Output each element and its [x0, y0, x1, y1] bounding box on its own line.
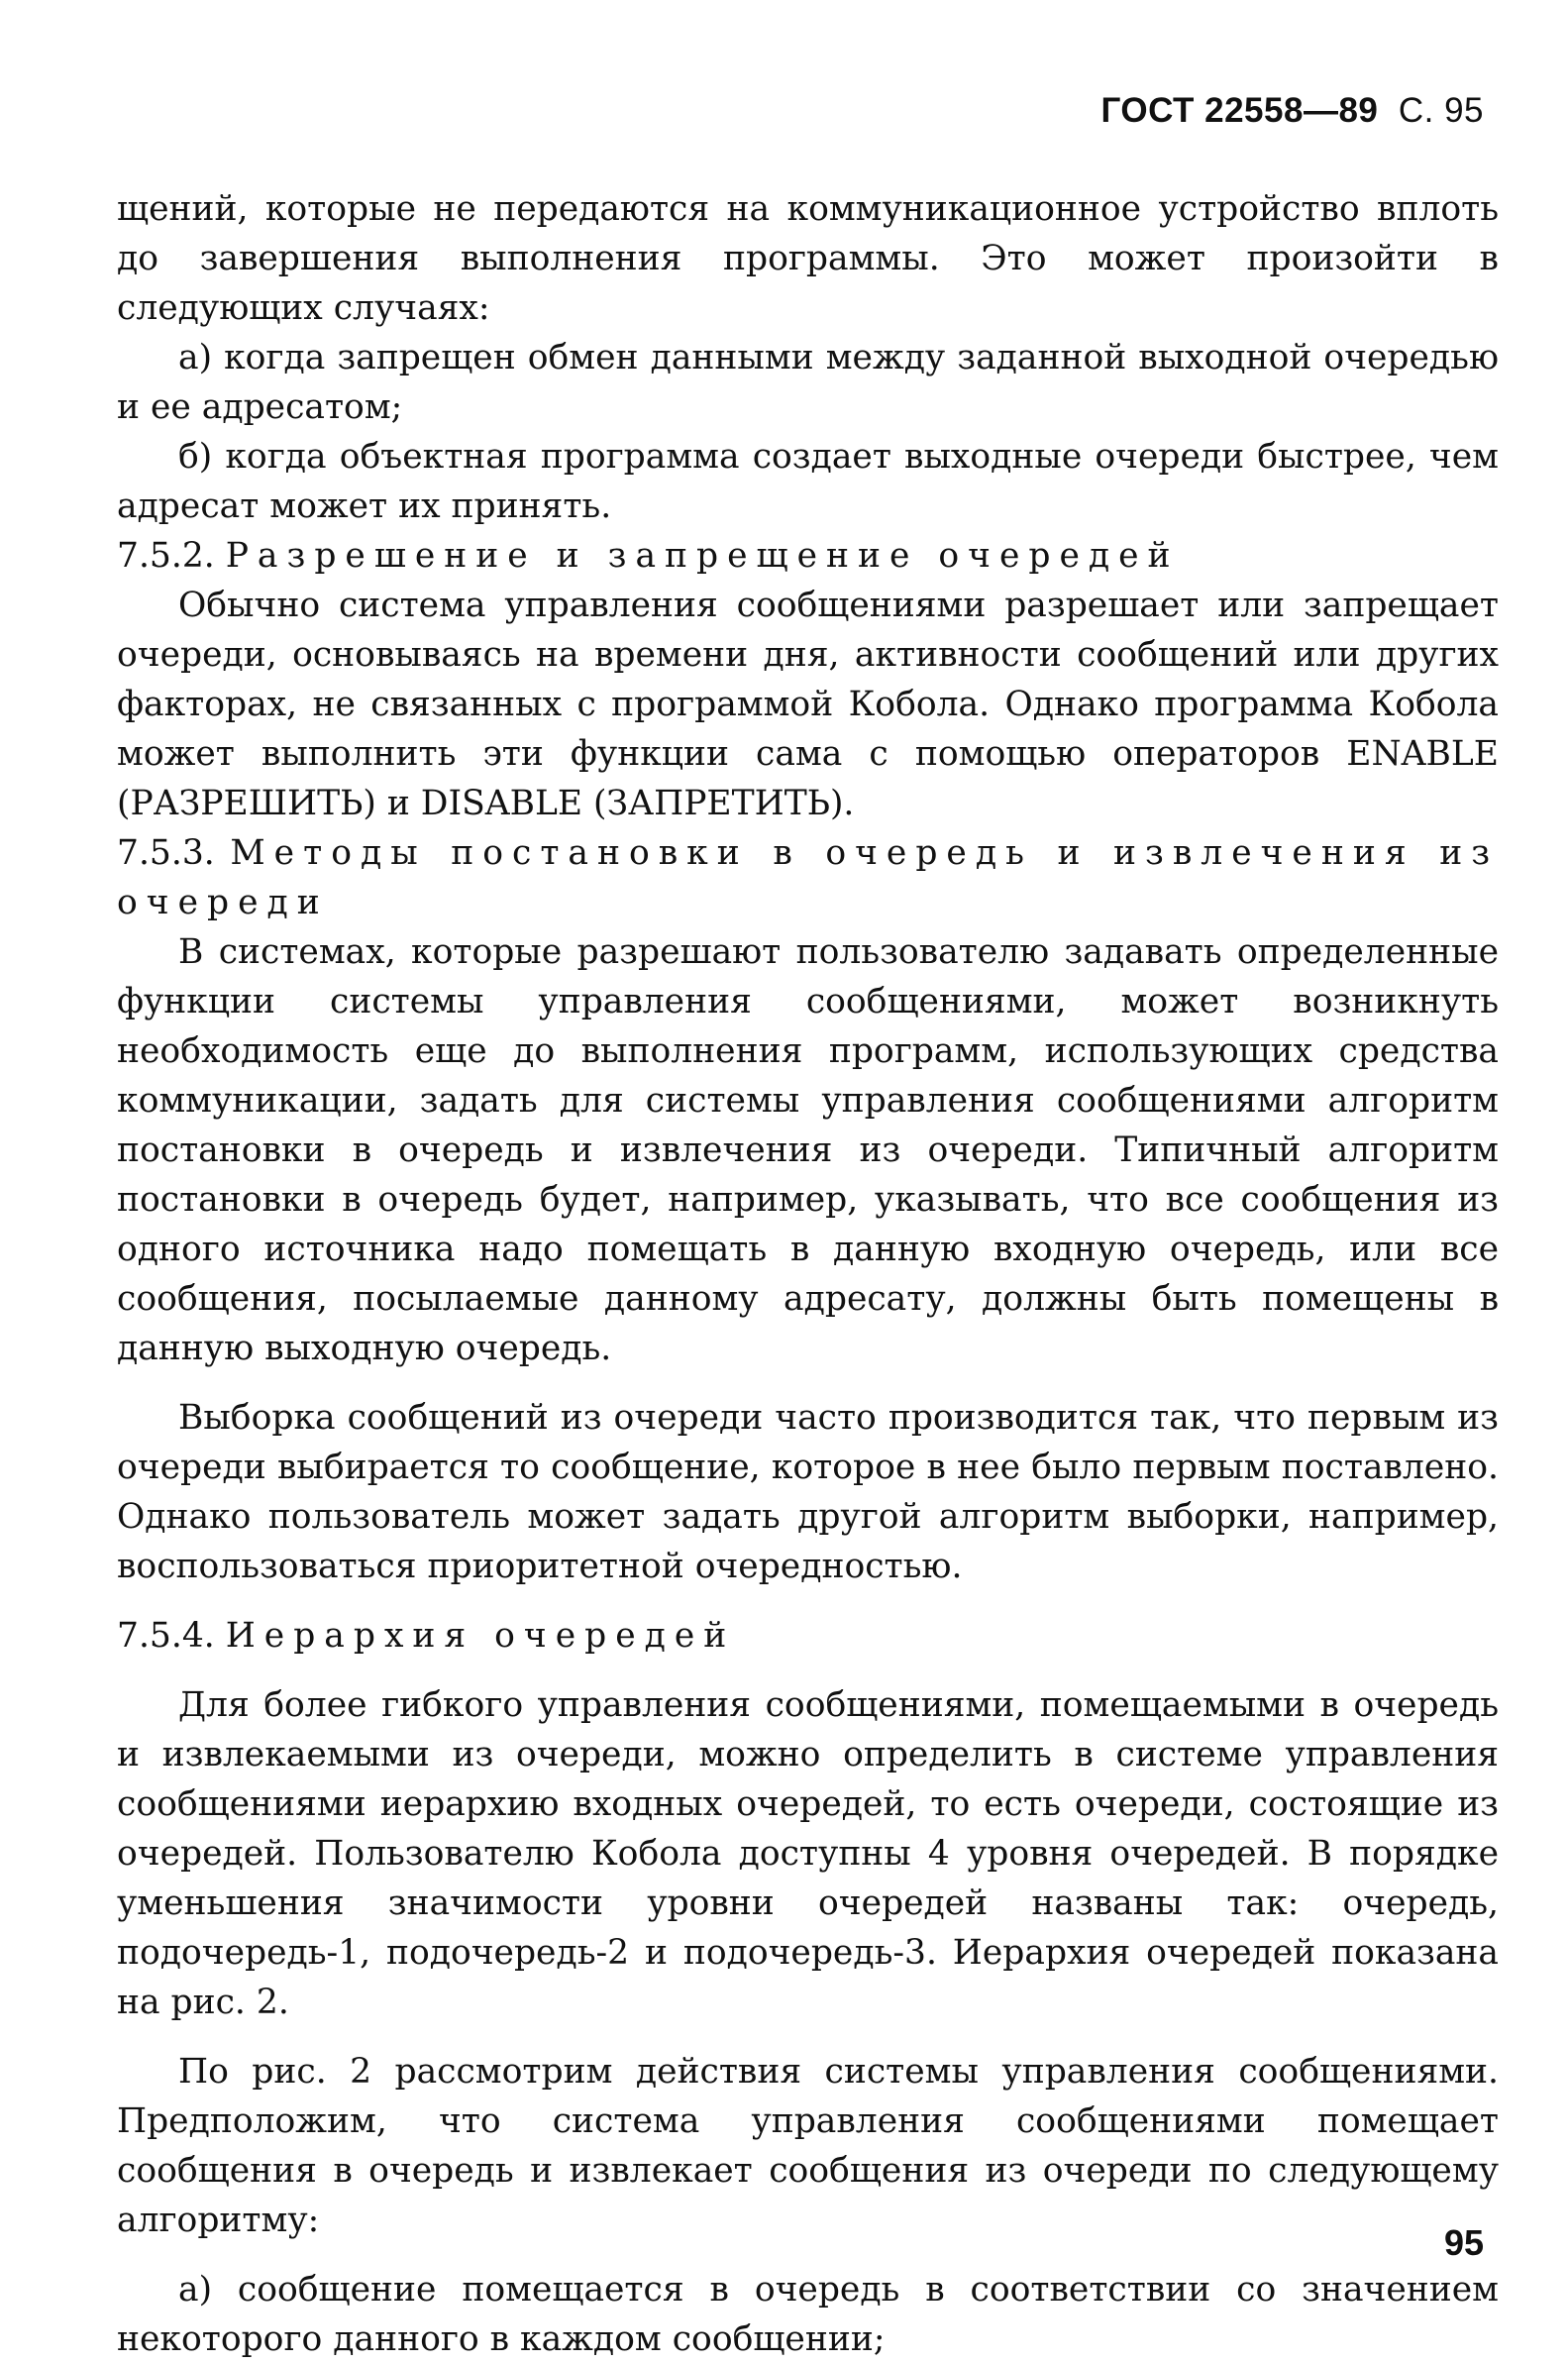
section-heading-7-5-3 — [117, 828, 1499, 927]
list-item-a: а) сообщение помещается в очередь в соответствии со значением некоторого данного в каждом сообщении; — [117, 2270, 1499, 2359]
standard-number: ГОСТ 22558—89 — [1100, 91, 1379, 130]
paragraph: Для более гибкого управления сообщениями, помещаемыми в очередь и извлекаемыми из очереди, можно определить в системе управления сообщениями иерархию входных очередей, то есть очереди, состоящие из очередей. Пользователю Кобола доступны 4 уровня очередей. В порядке уменьшения значимости уровни очередей названы так: очередь, подочередь-1, подочередь-2 и подочередь-3. Иерархия очередей показана на рис. 2. — [117, 1685, 1499, 2022]
section-title: Методы постановки в очередь и извлечения из очереди — [117, 833, 1500, 922]
paragraph: щений, которые не передаются на коммуникационное устройство вплоть до завершения выполнения программы. Это может произойти в следующих случаях: — [117, 189, 1499, 328]
section-title: Иерархия очередей — [225, 1616, 736, 1656]
section-number: 7.5.2. — [117, 536, 215, 576]
paragraph: В системах, которые разрешают пользователю задавать определенные функции системы управления сообщениями, может возникнуть необходимость еще до выполнения программ, использующих средства коммуникации, задать для системы управления сообщениями алгоритм постановки в очередь и извлечения из очереди. Типичный алгоритм постановки в очередь будет, например, указывать, что все сообщения из одного источника надо помещать в данную входную очередь, или все сообщения, посылаемые данному адресату, должны быть помещены в данную выходную очередь. — [117, 932, 1499, 1368]
list-item-a: а) когда запрещен обмен данными между заданной выходной очередью и ее адресатом; — [117, 338, 1499, 427]
page-header — [1101, 91, 1484, 131]
section-heading-7-5-4 — [117, 1611, 1499, 1661]
body-text — [117, 184, 1499, 2364]
section-number: 7.5.4. — [117, 1616, 215, 1656]
section-number: 7.5.3. — [117, 833, 215, 873]
paragraph: По рис. 2 рассмотрим действия системы управления сообщениями. Предположим, что система управления сообщениями помещает сообщения в очередь и извлекает сообщения из очереди по следующему алгоритму: — [117, 2052, 1499, 2240]
paragraph: Выборка сообщений из очереди часто производится так, что первым из очереди выбирается то сообщение, которое в нее было первым поставлено. Однако пользователь может задать другой алгоритм выборки, например, воспользоваться приоритетной очередностью. — [117, 1398, 1499, 1586]
list-item-b: б) когда объектная программа создает выходные очереди быстрее, чем адресат может их принять. — [117, 437, 1499, 526]
header-page-ref: С. 95 — [1398, 91, 1484, 130]
page-number: 95 — [1443, 2222, 1484, 2263]
section-heading-7-5-2 — [117, 531, 1499, 581]
section-title: Разрешение и запрещение очередей — [225, 536, 1180, 576]
paragraph: Обычно система управления сообщениями разрешает или запрещает очереди, основываясь на времени дня, активности сообщений или других факторах, не связанных с программой Кобола. Однако программа Кобола может выполнить эти функции сама с помощью операторов ENABLE (РАЗРЕШИТЬ) и DISABLE (ЗАПРЕТИТЬ). — [117, 586, 1499, 823]
